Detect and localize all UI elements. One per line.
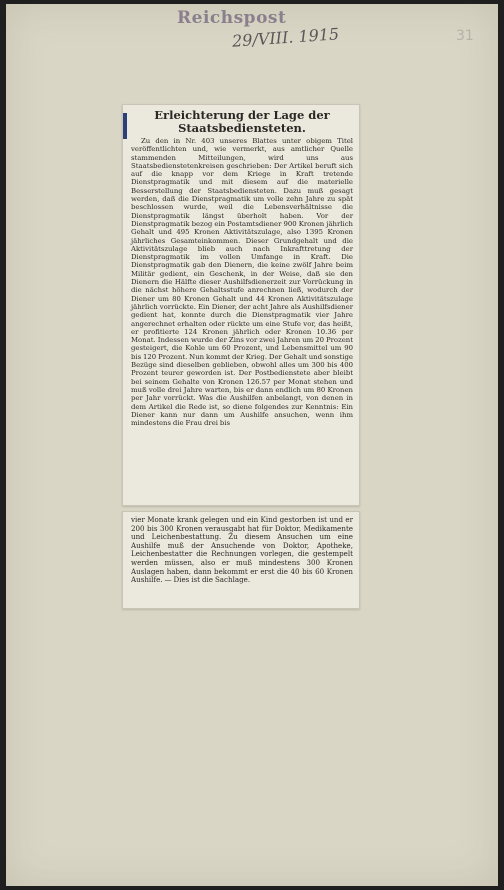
article-body-part1 — [131, 137, 353, 427]
blue-edge-mark — [123, 113, 127, 139]
article-paragraph: vier Monate krank gelegen und ein Kind gestorben ist und er 200 bis 300 Kronen verausgabt hat für Doktor, Medikamente und Leichenbestattung. Zu diesem Ansuchen um eine Aushilfe muß der Ansuchende von Doktor, Apotheke, Leichenbestatter die Rechnungen vorlegen, die gestempelt werden müssen, also er muß mindestens 300 Kronen Auslagen haben, dann bekommt er erst die 40 bis 60 Kronen Aushilfe. — Dies ist die Sachlage. — [131, 515, 353, 585]
article-paragraph: Zu den in Nr. 403 unseres Blattes unter obigem Titel veröffentlichten und, wie vermerkt, aus amtlicher Quelle stammenden Mitteilungen, wird uns aus Staatsbedienstetenkreisen geschrieben: Der Artikel beruft sich auf die knapp vor dem Kriege in Kraft tretende Dienstpragmatik und mit diesem auf die materielle Besserstellung der Staatsbediensteten. Dazu muß gesagt werden, daß die Dienstpragmatik um volle zehn Jahre zu spät beschlossen wurde, weil die Lebensverhältnisse die Dienstpragmatik längst überholt haben. Vor der Dienstpragmatik bezog ein Postamtsdiener 900 Kronen jährlich Gehalt und 495 Kronen Aktivitätszulage, also 1395 Kronen jährliches Gesamteinkommen. Dieser Grundgehalt und die Aktivitätszulage blieb auch nach Inkrafttretung der Dienstpragmatik im vollen Umfange in Kraft. Die Dienstpragmatik gab den Dienern, die keine zwölf Jahre beim Militär gedient, ein Geschenk, in der Weise, daß sie den Dienern die Hälfte dieser Aushilfsdienerzeit zur Vorrückung in die nächst höhere Gehaltsstufe anrechnen ließ, wodurch der Diener um 80 Kronen Gehalt und 44 Kronen Aktivitätszulage jährlich vorrückte. Ein Diener, der acht Jahre als Aushilfsdiener gedient hat, konnte durch die Dienstpragmatik vier Jahre angerechnet erhalten oder rückte um eine Stufe vor, das heißt, er profitierte 124 Kronen jährlich oder Kronen 10.36 per Monat. Indessen wurde der Zins vor zwei Jahren um 20 Prozent gesteigert, die Kohle um 60 Prozent, und Lebensmittel um 90 bis 120 Prozent. Nun kommt der Krieg. Der Gehalt und sonstige Bezüge sind dieselben geblieben, obwohl alles um 300 bis 400 Prozent teurer geworden ist. Der Postbedienstete aber bleibt bei seinem Gehalte von Kronen 126.57 per Monat stehen und muß volle drei Jahre warten, bis er dann endlich um 80 Kronen per Jahr vorrückt. Was die Aushilfen anbelangt, von denen in dem Artikel die Rede ist, so diene folgendes zur Kenntnis: Ein Diener kann nur dann um Aushilfe ansuchen, wenn ihm mindestens die Frau drei bis — [131, 137, 353, 428]
handwritten-date: 29/VIII. 1915 — [231, 24, 340, 51]
article-clipping-part1 — [122, 104, 360, 506]
article-clipping-part2 — [122, 511, 360, 609]
article-body-part2 — [131, 516, 353, 585]
article-headline: Erleichterung der Lage der Staatsbediensteten. — [154, 108, 330, 135]
page-number: 31 — [456, 28, 474, 44]
newspaper-source-stamp: Reichspost — [177, 8, 287, 28]
